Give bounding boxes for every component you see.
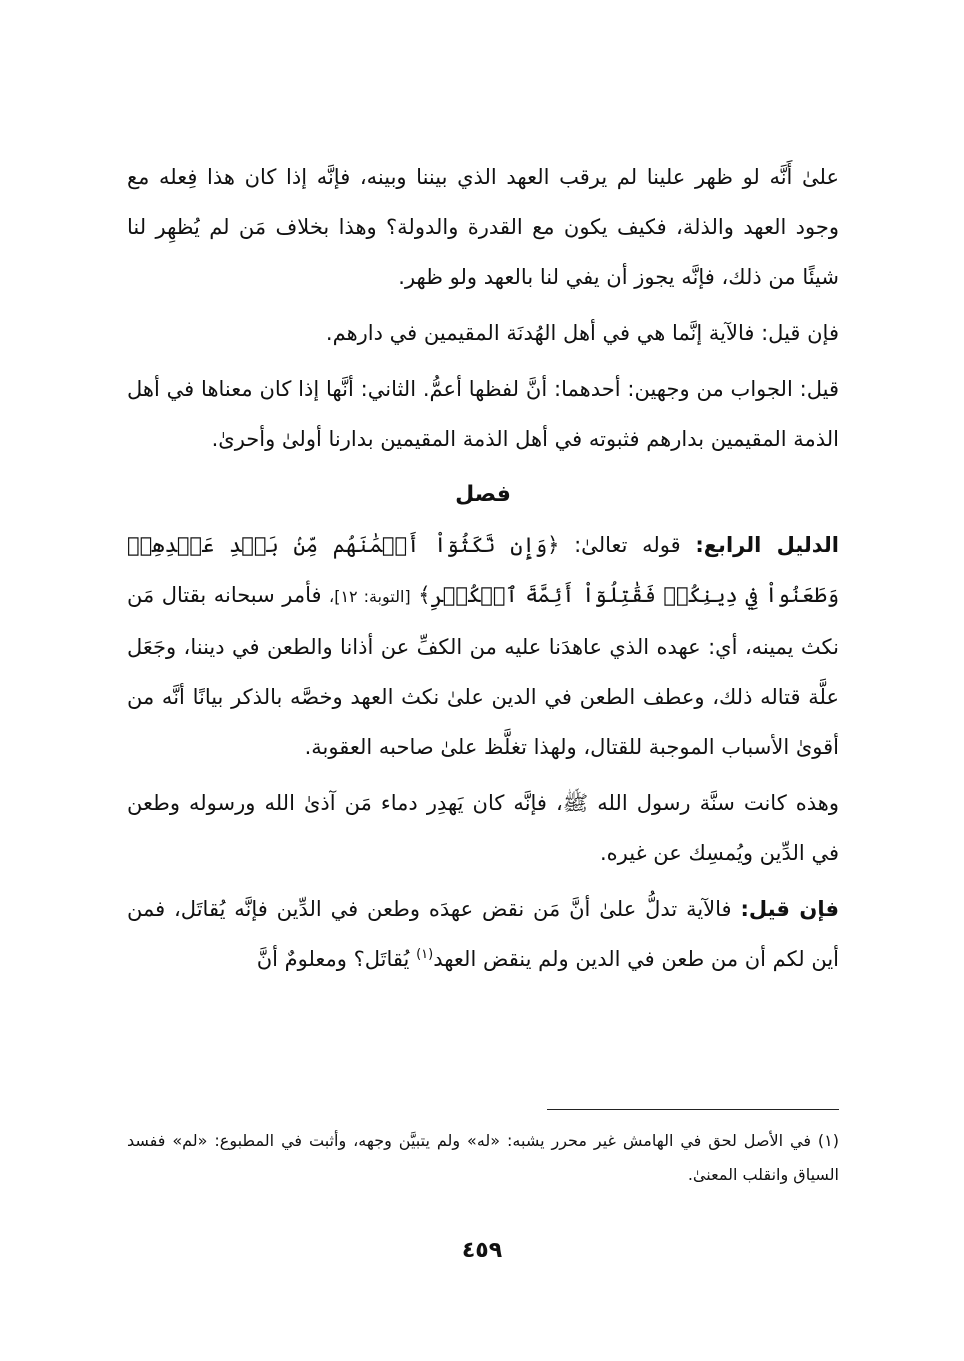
- main-text: [127, 152, 839, 984]
- paragraph-6: [127, 884, 839, 984]
- footnote-separator: [547, 1109, 839, 1110]
- verse-reference: [التوبة: ١٢]،: [329, 587, 411, 606]
- paragraph-6-text-b: يُقاتَل؟ ومعلومٌ أنَّ: [256, 947, 410, 971]
- section-heading: فصل: [455, 482, 511, 507]
- footnote-marker: (١): [416, 947, 434, 962]
- paragraph-4-intro: قوله تعالىٰ:: [574, 533, 681, 557]
- footnote-area: [127, 1124, 839, 1192]
- paragraph-3: قيل: الجواب من وجهين: أحدهما: أنَّ لفظها أعمُّ. الثاني: أنَّها إذا كان معناها في أهل الذمة المقيمين بدارهم فثبوته في أهل الذمة المقيمين بدارنا أولىٰ وأحرىٰ.: [127, 377, 839, 451]
- paragraph-1: علىٰ أَنَّه لو ظهر علينا لم يرقب العهد الذي بيننا وبينه، فإنَّه إذا كان هذا فِعله مع وجود العهد والذلة، فكيف يكون مع القدرة والدولة؟ وهذا بخلاف مَن لم يُظهِر لنا شيئًا من ذلك، فإنَّه يجوز أن يفي لنا بالعهد ولو ظهر.: [127, 165, 839, 289]
- paragraph-2: فإن قيل: فالآية إنَّما هي في أهل الهُدنَة المقيمين في دارهم.: [325, 321, 839, 345]
- quran-verse: ﴿وَإِن نَّكَثُوٓاْ أَيۡمَٰنَهُم مِّنۢ بَعۡدِ عَهۡدِهِمۡ وَطَعَنُواْ فِي دِينِكُمۡ فَقَٰتِلُوٓاْ أَئِمَّةَ ٱلۡكُفۡرِ﴾: [127, 533, 840, 607]
- paragraph-6-text-a: فالآية تدلُّ علىٰ أنَّ مَن نقض عهدَه وطعن في الدِّين فإنَّه يُقاتَل، فمن أين لكم أن من طعن في الدين ولم ينقض العهد: [127, 897, 839, 971]
- paragraph-4-rest: فأمر سبحانه بقتال مَن نكث يمينه، أي: عهده الذي عاهدَنا عليه من الكفِّ عن أذانا والطعن في ديننا، وجَعَل علَّة قتاله ذلك، وعطف الطعن في الدين علىٰ نكث العهد وخصَّه بالذكر بيانًا أنَّه من أقوىٰ الأسباب الموجبة للقتال، ولهذا تغلَّظ علىٰ صاحبه العقوبة.: [127, 583, 839, 759]
- page-number: ٤٥٩: [461, 1238, 503, 1263]
- paragraph-4-lead: الدليل الرابع:: [695, 533, 839, 557]
- paragraph-6-lead: فإن قيل:: [740, 897, 839, 921]
- paragraph-5: وهذه كانت سنَّة رسول الله ﷺ، فإنَّه كان يَهدِر دماء مَن آذىٰ الله ورسوله وطعن في الدِّين ويُمسِك عن غيره.: [127, 791, 839, 865]
- footnote-text: (١) في الأصل لحق في الهامش غير محرر يشبه: «له» ولم يتبيَّن وجهه، وأثبت في المطبوع: «لم» ففسد السياق وانقلب المعنىٰ.: [127, 1131, 839, 1184]
- paragraph-4: [127, 520, 839, 772]
